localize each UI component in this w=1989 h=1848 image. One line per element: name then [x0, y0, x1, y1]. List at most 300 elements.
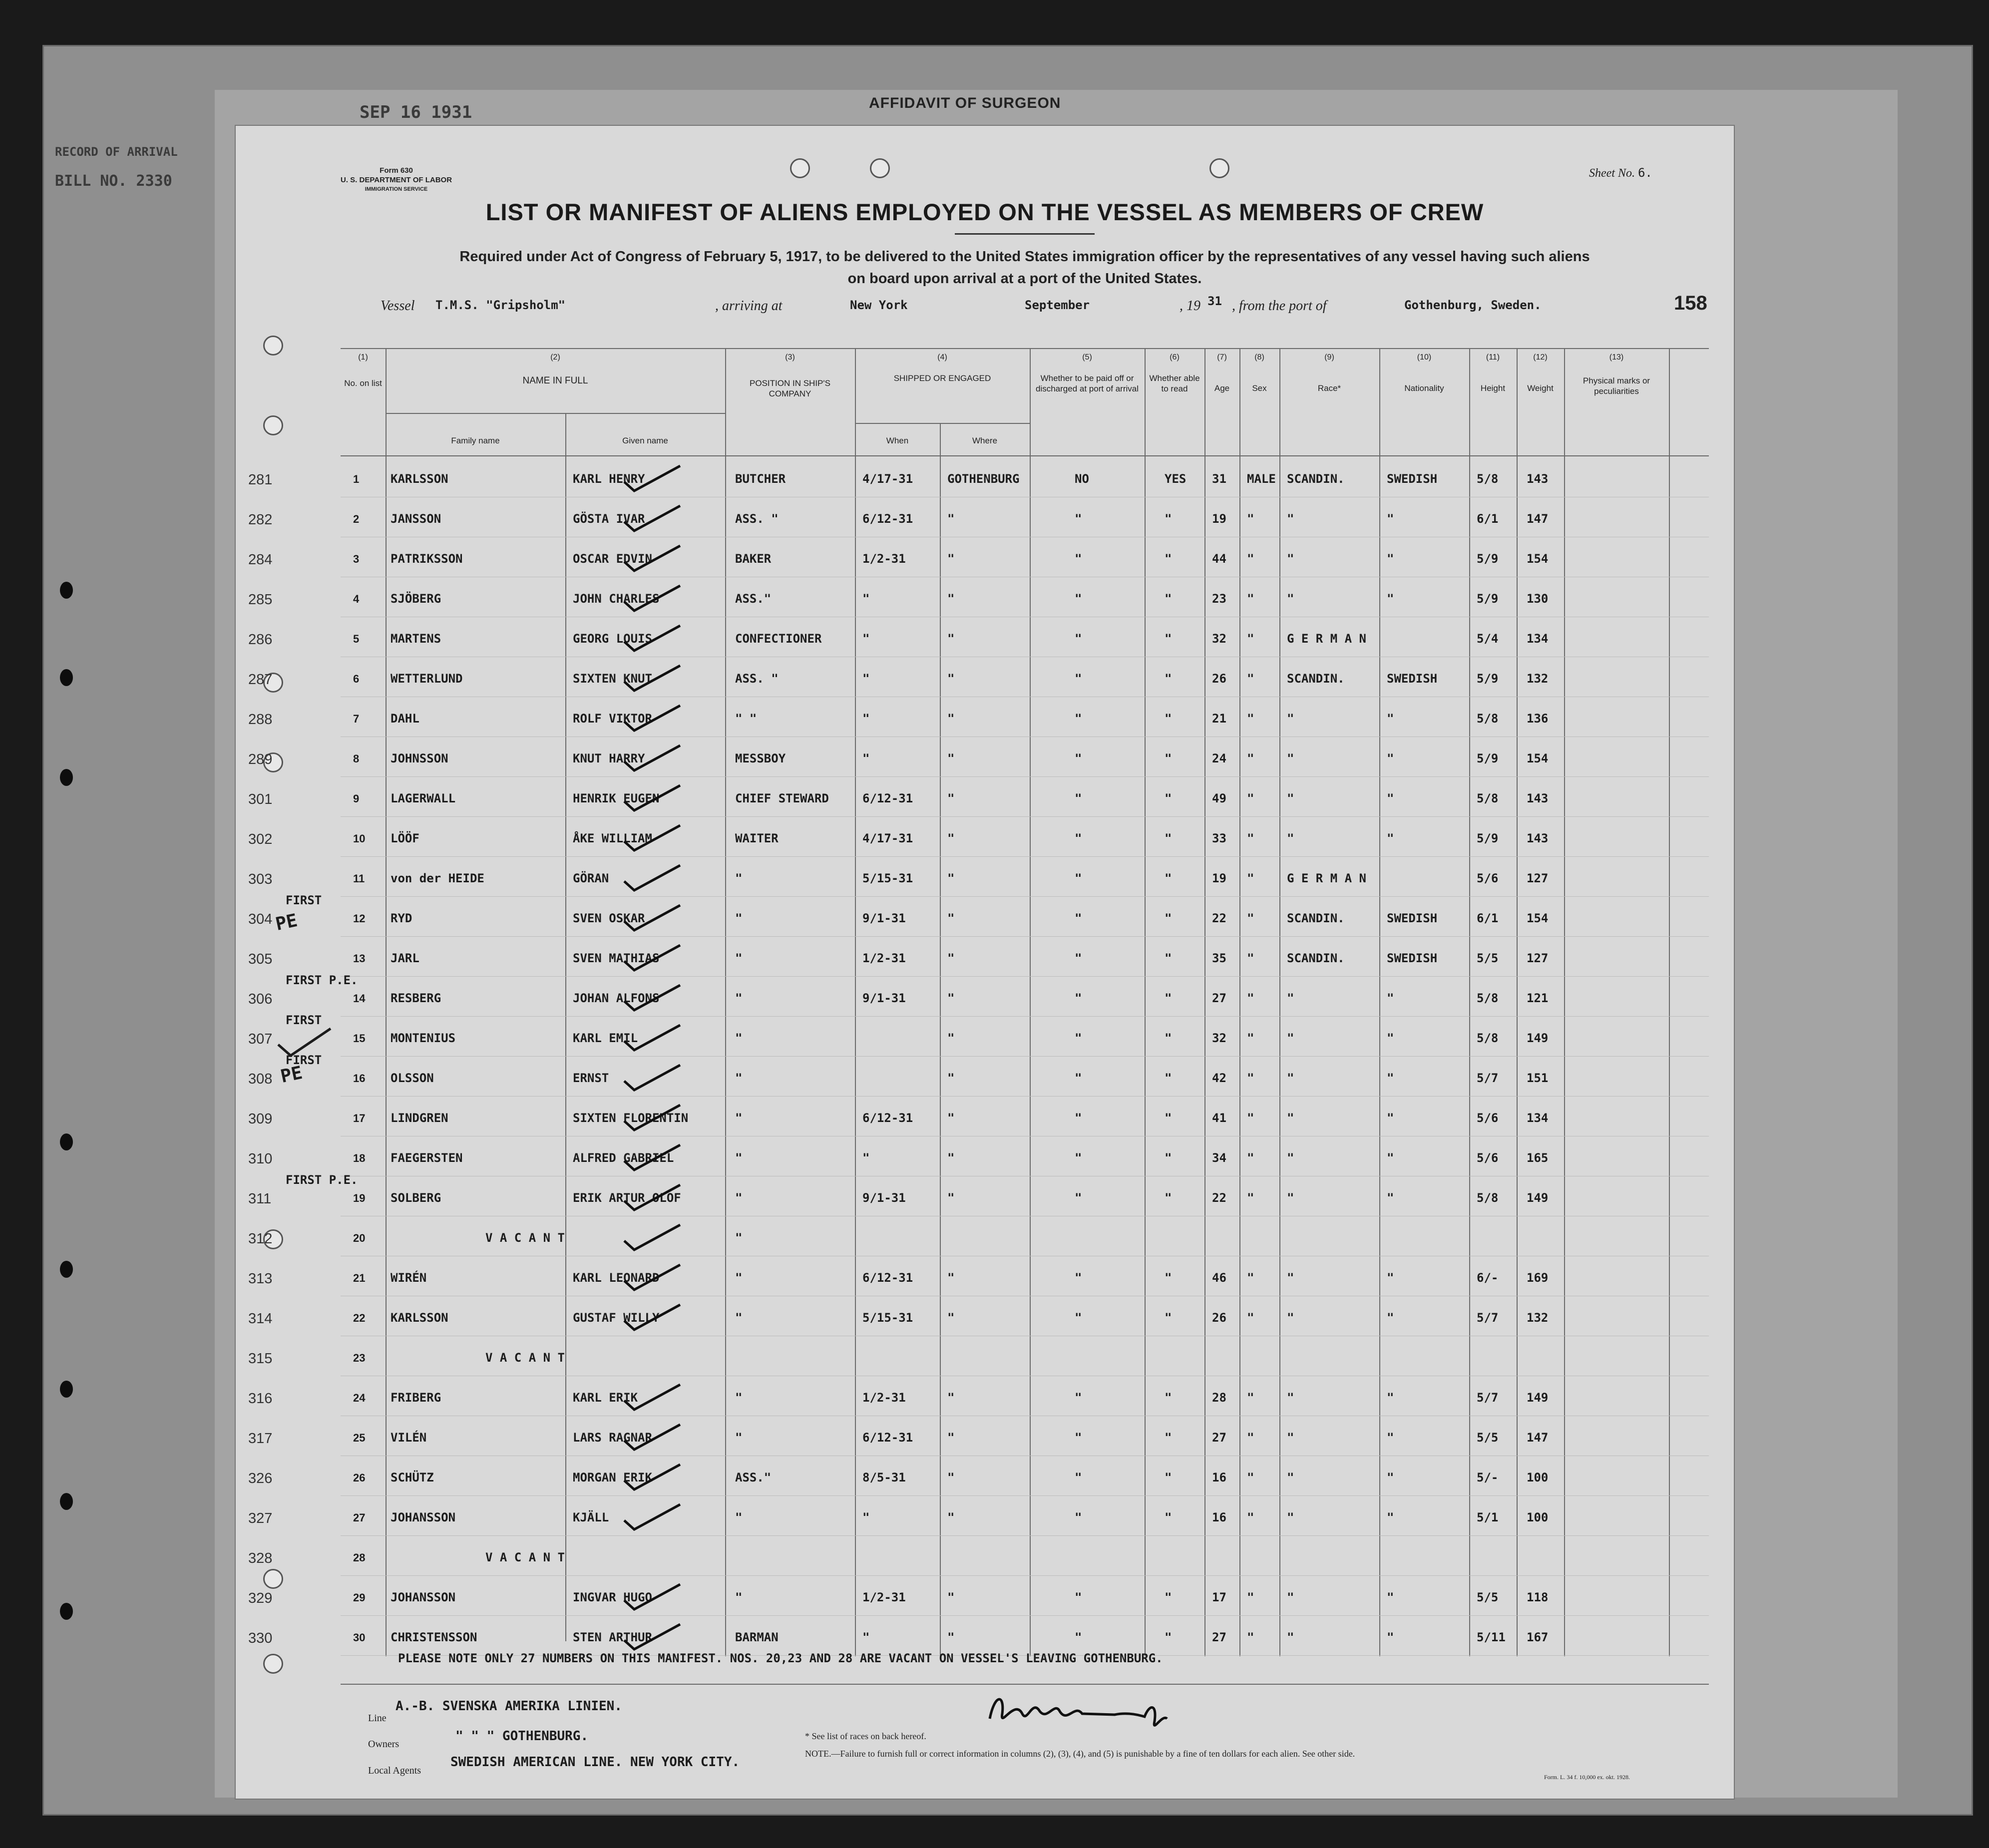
age-cell: 46: [1212, 1271, 1226, 1285]
page-hole: [870, 158, 890, 178]
height-cell: 5/9: [1477, 672, 1499, 686]
sex-cell: ": [1247, 632, 1254, 646]
paid-off-cell: ": [1075, 1031, 1082, 1045]
row-note: FIRST: [286, 893, 322, 907]
given-name-cell: KARL EMIL: [573, 1031, 638, 1045]
table-row: [248, 1217, 1709, 1255]
nationality-cell: ": [1387, 791, 1394, 805]
family-name-cell: LÖÖF: [391, 831, 419, 845]
read-cell: ": [1165, 512, 1172, 526]
position-cell: ": [735, 1071, 743, 1085]
family-name-cell: SOLBERG: [391, 1191, 441, 1205]
age-cell: 31: [1212, 472, 1226, 486]
list-number: 1: [353, 473, 360, 485]
col2-number: (2): [550, 353, 560, 362]
col13-number: (13): [1609, 353, 1624, 362]
family-name-cell: WETTERLUND: [391, 672, 463, 686]
col7-number: (7): [1217, 353, 1227, 362]
position-cell: ": [735, 1510, 743, 1524]
given-name-cell: GÖSTA IVAR: [573, 512, 645, 526]
read-cell: ": [1165, 1271, 1172, 1285]
when-cell: ": [862, 751, 870, 765]
sex-cell: ": [1247, 1071, 1254, 1085]
position-cell: ": [735, 1151, 743, 1165]
sequence-number: 285: [248, 592, 273, 608]
weight-cell: 143: [1527, 472, 1549, 486]
officer-signature: [985, 1684, 1175, 1739]
when-cell: 6/12-31: [862, 791, 913, 805]
nationality-cell: SWEDISH: [1387, 672, 1438, 686]
owners-label: Owners: [368, 1739, 399, 1750]
sex-cell: ": [1247, 871, 1254, 885]
nationality-cell: ": [1387, 1510, 1394, 1524]
height-cell: 5/7: [1477, 1311, 1499, 1325]
printer-mark: Form. L. 34 f. 10,000 ex. okt. 1928.: [1544, 1774, 1630, 1781]
weight-cell: 100: [1527, 1510, 1549, 1524]
paid-off-cell: ": [1075, 512, 1082, 526]
weight-header: Weight: [1527, 383, 1554, 393]
subtitle-line-2: on board upon arrival at a port of the United States.: [847, 271, 1202, 287]
table-row: [248, 1496, 1709, 1534]
age-cell: 17: [1212, 1590, 1226, 1604]
shipped-header: SHIPPED OR ENGAGED: [893, 373, 991, 383]
read-cell: ": [1165, 951, 1172, 965]
margin-annotation-pe: PE: [274, 910, 300, 935]
family-name-cell: JOHANSSON: [391, 1510, 456, 1524]
where-cell: ": [947, 672, 955, 686]
where-cell: ": [947, 1391, 955, 1405]
row-note: FIRST P.E.: [286, 973, 358, 987]
where-cell: ": [947, 1630, 955, 1644]
paid-off-cell: ": [1075, 1071, 1082, 1085]
when-cell: 1/2-31: [862, 552, 906, 566]
col4-number: (4): [937, 353, 947, 362]
col11-number: (11): [1486, 353, 1500, 362]
table-row: [248, 817, 1709, 855]
position-cell: ": [735, 1191, 743, 1205]
race-cell: ": [1287, 751, 1294, 765]
given-name-cell: INGVAR HUGO: [573, 1590, 652, 1604]
races-note: * See list of races on back hereof.: [805, 1731, 926, 1741]
sequence-number: 286: [248, 632, 273, 648]
table-row: [248, 1457, 1709, 1494]
age-cell: 27: [1212, 1431, 1226, 1445]
height-cell: 6/-: [1477, 1271, 1499, 1285]
sequence-number: 326: [248, 1471, 273, 1486]
race-cell: ": [1287, 1071, 1294, 1085]
fine-note: NOTE.—Failure to furnish full or correct information in columns (2), (3), (4), and (5) is punishable by a fine of ten dollars for each alien. See other side.: [805, 1749, 1355, 1759]
table-row: [248, 1536, 1709, 1574]
given-name-cell: GUSTAF WILLY: [573, 1311, 660, 1325]
sequence-number: 312: [248, 1231, 273, 1247]
col10-number: (10): [1417, 353, 1432, 362]
where-cell: ": [947, 831, 955, 845]
race-cell: ": [1287, 1311, 1294, 1325]
sheet-label: Sheet No.: [1589, 167, 1635, 180]
sex-cell: ": [1247, 911, 1254, 925]
family-name-cell: OLSSON: [391, 1071, 434, 1085]
list-number: 16: [353, 1072, 366, 1085]
family-name-cell: SJÖBERG: [391, 592, 441, 606]
where-cell: ": [947, 712, 955, 726]
sequence-number: 310: [248, 1151, 273, 1167]
paid-off-cell: ": [1075, 791, 1082, 805]
table-row: [248, 738, 1709, 775]
weight-cell: 143: [1527, 831, 1549, 845]
where-cell: ": [947, 512, 955, 526]
weight-cell: 169: [1527, 1271, 1549, 1285]
departure-port: Gothenburg, Sweden.: [1404, 298, 1542, 312]
list-number: 19: [353, 1192, 366, 1204]
sequence-number: 316: [248, 1391, 273, 1407]
nationality-cell: ": [1387, 991, 1394, 1005]
table-row: [248, 1297, 1709, 1335]
owners-value: " " " GOTHENBURG.: [455, 1729, 589, 1744]
height-cell: 5/8: [1477, 472, 1499, 486]
weight-cell: 134: [1527, 632, 1549, 646]
when-cell: 6/12-31: [862, 1111, 913, 1125]
weight-cell: 167: [1527, 1630, 1549, 1644]
weight-cell: 149: [1527, 1031, 1549, 1045]
family-name-cell: LAGERWALL: [391, 791, 456, 805]
position-cell: ": [735, 1271, 743, 1285]
nationality-cell: SWEDISH: [1387, 911, 1438, 925]
age-cell: 27: [1212, 1630, 1226, 1644]
race-cell: SCANDIN.: [1287, 951, 1345, 965]
list-number: 22: [353, 1312, 366, 1324]
age-cell: 21: [1212, 712, 1226, 726]
when-cell: ": [862, 1151, 870, 1165]
list-number: 20: [353, 1232, 366, 1244]
row-rule: [341, 976, 1709, 977]
race-cell: ": [1287, 1151, 1294, 1165]
sex-cell: MALE: [1247, 472, 1276, 486]
race-cell: ": [1287, 1510, 1294, 1524]
where-cell: ": [947, 751, 955, 765]
paid-off-cell: ": [1075, 1391, 1082, 1405]
age-cell: 19: [1212, 871, 1226, 885]
where-cell: ": [947, 871, 955, 885]
given-name-cell: MORGAN ERIK: [573, 1471, 652, 1484]
row-rule: [341, 1535, 1709, 1536]
age-cell: 22: [1212, 911, 1226, 925]
nationality-cell: SWEDISH: [1387, 951, 1438, 965]
check-mark: [620, 543, 685, 573]
sex-cell: ": [1247, 1471, 1254, 1484]
given-name-cell: ÅKE WILLIAM: [573, 831, 652, 845]
position-cell: BARMAN: [735, 1630, 779, 1644]
read-cell: ": [1165, 1471, 1172, 1484]
row-rule: [341, 896, 1709, 897]
where-cell: ": [947, 1191, 955, 1205]
age-cell: 44: [1212, 552, 1226, 566]
paid-off-cell: ": [1075, 632, 1082, 646]
sequence-number: 330: [248, 1630, 273, 1646]
paid-off-cell: ": [1075, 1191, 1082, 1205]
list-number: 26: [353, 1472, 366, 1484]
where-cell: GOTHENBURG: [947, 472, 1020, 486]
race-header: Race*: [1317, 383, 1341, 393]
read-cell: ": [1165, 1111, 1172, 1125]
nationality-cell: ": [1387, 1271, 1394, 1285]
list-number: 3: [353, 553, 360, 565]
page-hole: [1209, 158, 1229, 178]
sequence-number: 315: [248, 1351, 273, 1367]
list-number: 5: [353, 633, 360, 645]
when-header: When: [886, 436, 909, 445]
check-mark: [620, 782, 685, 812]
check-mark: [620, 1501, 685, 1531]
nationality-cell: ": [1387, 552, 1394, 566]
position-cell: ": [735, 1391, 743, 1405]
read-cell: ": [1165, 751, 1172, 765]
sex-cell: ": [1247, 512, 1254, 526]
family-name-cell: JOHANSSON: [391, 1590, 456, 1604]
check-mark: [620, 1621, 685, 1651]
given-name-cell: JOHN CHARLES: [573, 592, 660, 606]
where-cell: ": [947, 1111, 955, 1125]
where-header: Where: [972, 436, 998, 445]
check-mark: [620, 1422, 685, 1452]
family-name-cell: PATRIKSSON: [391, 552, 463, 566]
table-row: [248, 698, 1709, 736]
vessel-name: T.M.S. "Gripsholm": [435, 298, 566, 312]
given-name-cell: GEORG LOUIS: [573, 632, 652, 646]
list-number: 15: [353, 1032, 366, 1045]
read-cell: ": [1165, 1391, 1172, 1405]
table-row: [248, 937, 1709, 975]
paid-off-cell: ": [1075, 991, 1082, 1005]
sequence-number: 287: [248, 672, 273, 688]
check-mark: [620, 503, 685, 533]
position-cell: ": [735, 951, 743, 965]
height-cell: 5/6: [1477, 871, 1499, 885]
position-cell: ": [735, 911, 743, 925]
height-cell: 5/9: [1477, 552, 1499, 566]
sequence-number: 308: [248, 1071, 273, 1087]
age-cell: 32: [1212, 1031, 1226, 1045]
check-mark: [620, 1102, 685, 1132]
list-number: 30: [353, 1631, 366, 1644]
title-underline: [955, 233, 1095, 235]
read-cell: ": [1165, 1191, 1172, 1205]
sequence-number: 284: [248, 552, 273, 568]
page-hole: [263, 415, 283, 435]
nationality-cell: ": [1387, 751, 1394, 765]
table-row: [248, 1616, 1709, 1654]
table-row: [248, 973, 1709, 1015]
line-value: A.-B. SVENSKA AMERIKA LINIEN.: [396, 1699, 622, 1714]
race-cell: ": [1287, 592, 1294, 606]
nationality-cell: ": [1387, 1431, 1394, 1445]
race-cell: ": [1287, 1111, 1294, 1125]
read-cell: ": [1165, 831, 1172, 845]
family-name-cell: MARTENS: [391, 632, 441, 646]
position-cell: WAITER: [735, 831, 779, 845]
race-cell: ": [1287, 552, 1294, 566]
height-cell: 5/7: [1477, 1071, 1499, 1085]
race-cell: ": [1287, 831, 1294, 845]
bill-stamp: BILL NO. 2330: [55, 172, 172, 190]
where-cell: ": [947, 1590, 955, 1604]
given-name-cell: KARL LEONARD: [573, 1271, 660, 1285]
arrival-port: New York: [850, 298, 908, 312]
paid-off-cell: ": [1075, 1431, 1082, 1445]
weight-cell: 147: [1527, 512, 1549, 526]
height-cell: 5/4: [1477, 632, 1499, 646]
family-name-cell: KARLSSON: [391, 472, 448, 486]
family-name-cell: FRIBERG: [391, 1391, 441, 1405]
col6-number: (6): [1170, 353, 1180, 362]
given-name-cell: KARL ERIK: [573, 1391, 638, 1405]
family-name-header: Family name: [451, 436, 500, 445]
nationality-header: Nationality: [1404, 383, 1444, 393]
height-cell: 5/8: [1477, 712, 1499, 726]
position-cell: ": [735, 1031, 743, 1045]
race-cell: G E R M A N: [1287, 871, 1366, 885]
table-row: [248, 498, 1709, 536]
paid-off-cell: ": [1075, 1630, 1082, 1644]
table-row: [248, 777, 1709, 815]
age-cell: 22: [1212, 1191, 1226, 1205]
punch-hole: [60, 1603, 73, 1620]
paid-off-cell: ": [1075, 1111, 1082, 1125]
nationality-cell: ": [1387, 831, 1394, 845]
age-cell: 27: [1212, 991, 1226, 1005]
sequence-number: 305: [248, 951, 273, 967]
date-stamp: SEP 16 1931: [360, 102, 472, 122]
position-cell: " ": [735, 712, 757, 726]
from-label: , from the port of: [1232, 298, 1327, 314]
where-cell: ": [947, 951, 955, 965]
given-name-cell: OSCAR EDVIN: [573, 552, 652, 566]
height-cell: 5/1: [1477, 1510, 1499, 1524]
sequence-number: 303: [248, 871, 273, 887]
check-mark: [620, 982, 685, 1012]
sex-cell: ": [1247, 1271, 1254, 1285]
table-row: [248, 1417, 1709, 1455]
weight-cell: 134: [1527, 1111, 1549, 1125]
list-number: 13: [353, 952, 366, 965]
when-cell: 8/5-31: [862, 1471, 906, 1484]
family-name-cell: FAEGERSTEN: [391, 1151, 463, 1165]
sequence-number: 301: [248, 791, 273, 807]
list-number: 24: [353, 1392, 366, 1404]
row-rule: [341, 776, 1709, 777]
col9-number: (9): [1324, 353, 1334, 362]
height-cell: 5/5: [1477, 951, 1499, 965]
sex-cell: ": [1247, 1431, 1254, 1445]
read-cell: ": [1165, 871, 1172, 885]
given-name-cell: ALFRED GABRIEL: [573, 1151, 674, 1165]
table-row: [248, 538, 1709, 576]
where-cell: ": [947, 1471, 955, 1484]
table-row: [248, 1173, 1709, 1215]
row-rule: [341, 816, 1709, 817]
row-rule: [341, 936, 1709, 937]
where-cell: ": [947, 1510, 955, 1524]
position-cell: ASS. ": [735, 512, 779, 526]
age-cell: 16: [1212, 1510, 1226, 1524]
when-cell: ": [862, 632, 870, 646]
manifest-page: [235, 125, 1735, 1800]
nationality-cell: ": [1387, 1151, 1394, 1165]
nationality-cell: ": [1387, 1311, 1394, 1325]
list-number: 2: [353, 513, 360, 525]
vessel-label: Vessel: [381, 298, 415, 314]
punch-hole: [60, 582, 73, 599]
weight-cell: 118: [1527, 1590, 1549, 1604]
given-name-cell: SIXTEN KNUT: [573, 672, 652, 686]
weight-cell: 151: [1527, 1071, 1549, 1085]
row-rule: [341, 1096, 1709, 1097]
paid-off-cell: ": [1075, 1471, 1082, 1484]
list-number: 21: [353, 1272, 366, 1284]
when-cell: 6/12-31: [862, 1271, 913, 1285]
given-name-header: Given name: [622, 436, 668, 445]
col12-number: (12): [1533, 353, 1548, 362]
position-cell: ": [735, 1111, 743, 1125]
height-cell: 5/8: [1477, 791, 1499, 805]
position-cell: ": [735, 871, 743, 885]
vacancy-note: PLEASE NOTE ONLY 27 NUMBERS ON THIS MANIFEST. NOS. 20,23 AND 28 ARE VACANT ON VESSEL'S LEAVING GOTHENBURG.: [398, 1651, 1163, 1665]
race-cell: ": [1287, 1590, 1294, 1604]
punch-hole: [60, 1133, 73, 1150]
position-cell: BUTCHER: [735, 472, 786, 486]
read-cell: ": [1165, 991, 1172, 1005]
age-header: Age: [1214, 383, 1230, 393]
given-name-cell: SVEN OSKAR: [573, 911, 645, 925]
read-cell: ": [1165, 712, 1172, 726]
given-name-cell: KARL HENRY: [573, 472, 645, 486]
race-cell: ": [1287, 512, 1294, 526]
given-name-cell: KJÄLL: [573, 1510, 609, 1524]
race-cell: ": [1287, 1191, 1294, 1205]
nationality-cell: ": [1387, 1391, 1394, 1405]
family-name-cell: von der HEIDE: [391, 871, 484, 885]
affidavit-title: AFFIDAVIT OF SURGEON: [869, 95, 1061, 111]
list-number: 28: [353, 1551, 366, 1564]
sequence-number: 282: [248, 512, 273, 528]
read-cell: ": [1165, 1630, 1172, 1644]
paid-off-cell: ": [1075, 751, 1082, 765]
paid-off-cell: ": [1075, 1590, 1082, 1604]
position-cell: BAKER: [735, 552, 772, 566]
given-name-cell: KNUT HARRY: [573, 751, 645, 765]
check-mark: [620, 1222, 685, 1252]
table-row: [248, 857, 1709, 895]
where-cell: ": [947, 592, 955, 606]
sequence-number: 281: [248, 472, 273, 488]
read-cell: ": [1165, 592, 1172, 606]
punch-hole: [60, 669, 73, 686]
sex-cell: ": [1247, 951, 1254, 965]
position-cell: ": [735, 1431, 743, 1445]
when-cell: 4/17-31: [862, 831, 913, 845]
sex-cell: ": [1247, 991, 1254, 1005]
where-cell: ": [947, 1271, 955, 1285]
family-name-cell: MONTENIUS: [391, 1031, 456, 1045]
table-row: [248, 1097, 1709, 1135]
height-cell: 5/9: [1477, 751, 1499, 765]
col8-number: (8): [1254, 353, 1264, 362]
sex-cell: ": [1247, 831, 1254, 845]
read-cell: ": [1165, 1510, 1172, 1524]
age-cell: 41: [1212, 1111, 1226, 1125]
list-number: 12: [353, 912, 366, 925]
check-mark: [620, 1182, 685, 1212]
weight-cell: 132: [1527, 672, 1549, 686]
